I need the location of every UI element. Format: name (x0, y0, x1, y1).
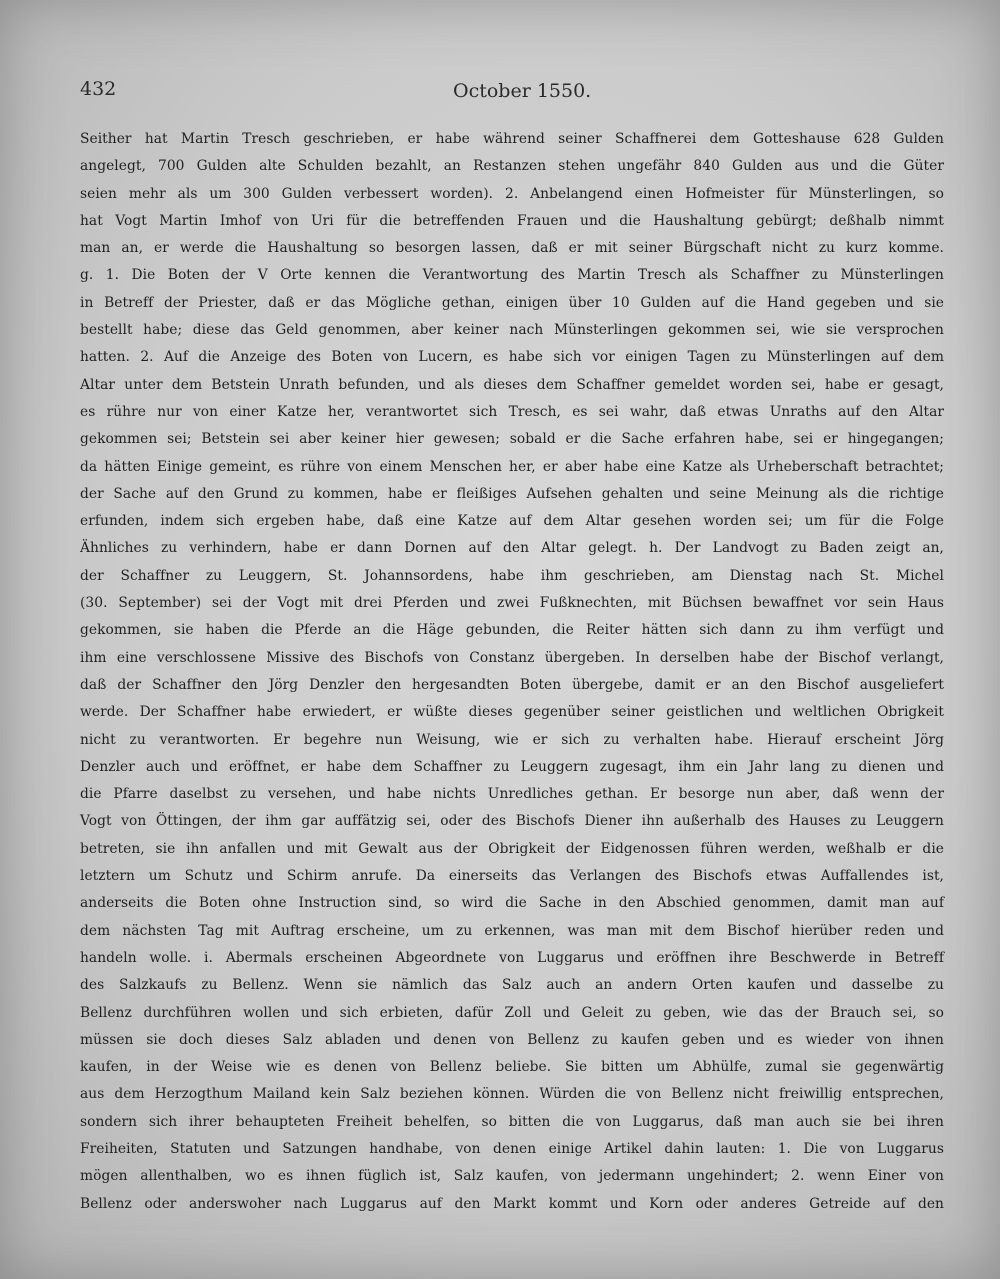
text-line: g. 1. Die Boten der V Orte kennen die Verantwortung des Martin Tresch als Schaffner zu Münsterlingen (80, 267, 944, 284)
text-line: in Betreff der Priester, daß er das Mögliche gethan, einigen über 10 Gulden auf die Hand gegeben und sie (80, 294, 944, 311)
text-line: anderseits die Boten ohne Instruction sind, so wird die Sache in den Abschied genommen, damit man auf (80, 895, 944, 912)
text-line: hat Vogt Martin Imhof von Uri für die betreffenden Frauen und die Haushaltung gebürgt; deßhalb nimmt (80, 212, 944, 229)
text-line: es rühre nur von einer Katze her, verantwortet sich Tresch, es sei wahr, daß etwas Unraths auf den Altar (80, 403, 944, 420)
text-line: hatten. 2. Auf die Anzeige des Boten von Lucern, es habe sich vor einigen Tagen zu Münsterlingen auf dem (80, 349, 944, 366)
text-line: sondern sich ihrer behaupteten Freiheit behelfen, so bitten die von Luggarus, daß man auch sie bei ihren (80, 1113, 944, 1130)
text-line: angelegt, 700 Gulden alte Schulden bezahlt, an Restanzen stehen ungefähr 840 Gulden aus und die Güter (80, 158, 944, 175)
running-head: October 1550. (453, 80, 592, 102)
text-line: Bellenz oder anderswoher nach Luggarus auf den Markt kommt und Korn oder anderes Getreide auf den (80, 1195, 944, 1212)
text-line: ihm eine verschlossene Missive des Bischofs von Constanz übergeben. In derselben habe der Bischof verlangt, (80, 649, 944, 666)
text-line: müssen sie doch dieses Salz abladen und denen von Bellenz zu kaufen geben und es wieder von ihnen (80, 1031, 944, 1048)
body-text (80, 126, 944, 1218)
text-line: Seither hat Martin Tresch geschrieben, er habe während seiner Schaffnerei dem Gotteshause 628 Gulden (80, 131, 944, 147)
text-line: gekommen, sie haben die Pferde an die Häge gebunden, die Reiter hätten sich dann zu ihm verfügt und (80, 622, 944, 639)
text-line: dem nächsten Tag mit Auftrag erscheine, um zu erkennen, was man mit dem Bischof hierüber reden und (80, 922, 944, 939)
text-line: bestellt habe; diese das Geld genommen, aber keiner nach Münsterlingen gekommen sei, wie sie versprochen (80, 322, 944, 339)
text-line: Altar unter dem Betstein Unrath befunden, und als dieses dem Schaffner gemeldet worden sei, habe er gesagt, (80, 376, 944, 393)
text-line: des Salzkaufs zu Bellenz. Wenn sie nämlich das Salz auch an andern Orten kaufen und dasselbe zu (80, 977, 944, 994)
text-line: Ähnliches zu verhindern, habe er dann Dornen auf den Altar gelegt. h. Der Landvogt zu Baden zeigt an, (80, 540, 944, 557)
text-line: der Sache auf den Grund zu kommen, habe er fleißiges Aufsehen gehalten und seine Meinung als die richtige (80, 485, 944, 502)
text-line: die Pfarre daselbst zu versehen, und habe nichts Unredliches gethan. Er besorge nun aber, daß wenn der (80, 786, 944, 803)
text-line: Bellenz durchführen wollen und sich erbieten, dafür Zoll und Geleit zu geben, wie das der Brauch sei, so (80, 1004, 944, 1021)
text-line: kaufen, in der Weise wie es denen von Bellenz beliebe. Sie bitten um Abhülfe, zumal sie gegenwärtig (80, 1059, 944, 1076)
text-line: mögen allenthalben, wo es ihnen füglich ist, Salz kaufen, von jedermann ungehindert; 2. wenn Einer von (80, 1168, 944, 1185)
text-line: da hätten Einige gemeint, es rühre von einem Menschen her, er aber habe eine Katze als Urheberschaft betrachtet; (80, 458, 944, 475)
text-line: man an, er werde die Haushaltung so besorgen lassen, daß er mit seiner Bürgschaft nicht zu kurz komme. (80, 240, 944, 257)
text-line: gekommen sei; Betstein sei aber keiner hier gewesen; sobald er die Sache erfahren habe, sei er hingegangen; (80, 431, 944, 448)
text-line: aus dem Herzogthum Mailand kein Salz beziehen können. Würden die von Bellenz nicht freiwillig entsprechen, (80, 1086, 944, 1103)
text-line: Vogt von Öttingen, der ihm gar auffätzig sei, oder des Bischofs Diener ihn außerhalb des Hauses zu Leuggern (80, 813, 944, 830)
text-line: handeln wolle. i. Abermals erscheinen Abgeordnete von Luggarus und eröffnen ihre Beschwerde in Betreff (80, 949, 944, 966)
text-line: der Schaffner zu Leuggern, St. Johannsordens, habe ihm geschrieben, am Dienstag nach St. Michel (80, 567, 944, 584)
page-number: 432 (80, 78, 117, 100)
text-line: daß der Schaffner den Jörg Denzler den hergesandten Boten übergebe, damit er an den Bischof ausgeliefert (80, 676, 944, 693)
text-line: (30. September) sei der Vogt mit drei Pferden und zwei Fußknechten, mit Büchsen bewaffnet vor sein Haus (80, 595, 944, 612)
text-line: Freiheiten, Statuten und Satzungen handhabe, von denen einige Artikel dahin lauten: 1. Die von Luggarus (80, 1140, 944, 1157)
text-line: erfunden, indem sich ergeben habe, daß eine Katze auf dem Altar gesehen worden sei; um für die Folge (80, 513, 944, 530)
text-line: betreten, sie ihn anfallen und mit Gewalt aus der Obrigkeit der Eidgenossen führen werden, weßhalb er die (80, 840, 944, 857)
text-line: seien mehr als um 300 Gulden verbessert worden). 2. Anbelangend einen Hofmeister für Münsterlingen, so (80, 185, 944, 202)
text-line: nicht zu verantworten. Er begehre nun Weisung, wie er sich zu verhalten habe. Hierauf erscheint Jörg (80, 731, 944, 748)
text-line: Denzler auch und eröffnet, er habe dem Schaffner zu Leuggern zugesagt, ihm ein Jahr lang zu dienen und (80, 758, 944, 775)
text-line: letztern um Schutz und Schirm anrufe. Da einerseits das Verlangen des Bischofs etwas Auffallendes ist, (80, 868, 944, 885)
text-line: werde. Der Schaffner habe erwiedert, er wüßte dieses gegenüber seiner geistlichen und weltlichen Obrigkeit (80, 704, 944, 721)
